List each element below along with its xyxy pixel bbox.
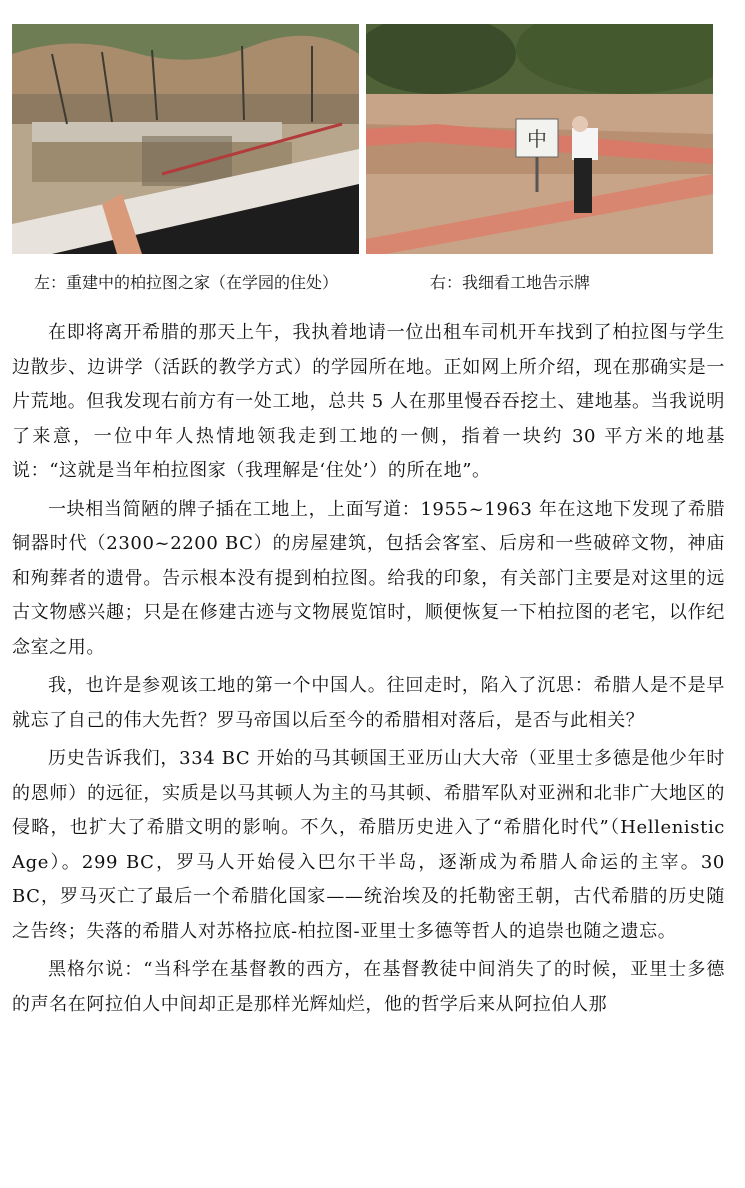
caption-left: 左：重建中的柏拉图之家（在学园的住处）: [34, 273, 339, 292]
person-reading-sign-photo: [366, 24, 713, 254]
construction-site-photo: [12, 24, 359, 254]
paragraph: 在即将离开希腊的那天上午，我执着地请一位出租车司机开车找到了柏拉图与学生边散步、边讲学（活跃的教学方式）的学园所在地。正如网上所介绍，现在那确实是一片荒地。但我发现右前方有一处工地，总共 5 人在那里慢吞吞挖土、建地基。当我说明了来意，一位中年人热情地领我走到工地的一侧，指着一块约 30 平方米的地基说：“这就是当年柏拉图家（我理解是‘住处’）的所在地”。: [12, 322, 725, 481]
site-sign-illustration: [366, 24, 713, 254]
photo-row: [12, 24, 712, 254]
paragraph: 我，也许是参观该工地的第一个中国人。往回走时，陷入了沉思：希腊人是不是早就忘了自己的伟大先哲？罗马帝国以后至今的希腊相对落后，是否与此相关？: [12, 675, 725, 731]
paragraph: 黑格尔说：“当科学在基督教的西方，在基督教徒中间消失了的时候，亚里士多德的声名在阿拉伯人中间却正是那样光辉灿烂，他的哲学后来从阿拉伯人那: [12, 959, 725, 1015]
sign-text: 中: [527, 127, 547, 151]
construction-site-illustration: [12, 24, 359, 254]
article-body: [12, 316, 725, 1026]
paragraph: 一块相当简陋的牌子插在工地上，上面写道：1955~1963 年在这地下发现了希腊铜器时代（2300~2200 BC）的房屋建筑，包括会客室、后房和一些破碎文物，神庙和殉葬者的遗骨。告示根本没有提到柏拉图。给我的印象，有关部门主要是对这里的远古文物感兴趣；只是在修建古迹与文物展览馆时，顺便恢复一下柏拉图的老宅，以作纪念室之用。: [12, 498, 725, 658]
photo-captions: [34, 270, 714, 294]
caption-right: 右：我细看工地告示牌: [430, 273, 591, 292]
paragraph: 历史告诉我们，334 BC 开始的马其顿国王亚历山大大帝（亚里士多德是他少年时的恩师）的远征，实质是以马其顿人为主的马其顿、希腊军队对亚洲和北非广大地区的侵略，也扩大了希腊文明的影响。不久，希腊历史进入了“希腊化时代”（Hellenistic Age）。299 BC，罗马人开始侵入巴尔干半岛，逐渐成为希腊人命运的主宰。30 BC，罗马灭亡了最后一个希腊化国家——统治埃及的托勒密王朝，古代希腊的历史随之告终；失落的希腊人对苏格拉底-柏拉图-亚里士多德等哲人的追崇也随之遗忘。: [12, 748, 725, 942]
